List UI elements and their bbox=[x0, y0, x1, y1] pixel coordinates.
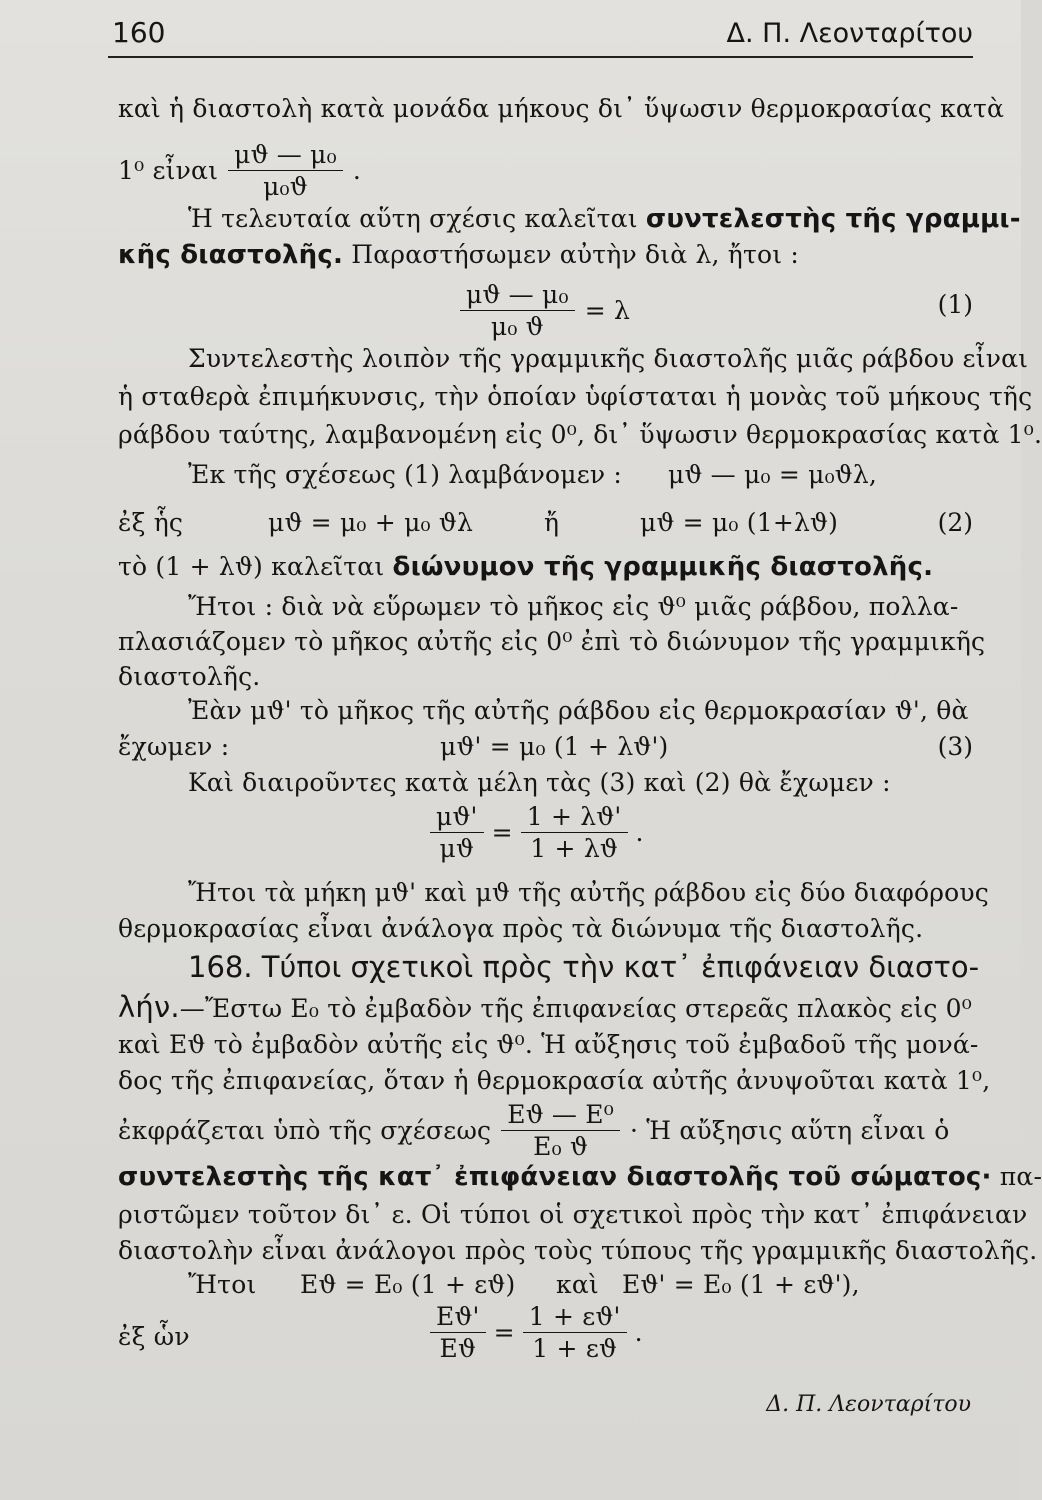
equation-1 bbox=[460, 280, 630, 341]
text-line bbox=[118, 990, 972, 1024]
bold-term: συντελεστὴς τῆς κατ᾽ ἐπιφάνειαν διαστολῆς τοῦ σώματος· bbox=[118, 1162, 992, 1192]
fraction-denominator: E₀ ϑ bbox=[533, 1132, 589, 1161]
text: ἐξ ὧν bbox=[118, 1322, 190, 1351]
text: τὸ (1 + λϑ) καλεῖται bbox=[118, 552, 385, 581]
text-line: καὶ ἡ διαστολὴ κατὰ μονάδα μήκους δι᾽ ὕψωσιν θερμοκρασίας κατὰ bbox=[118, 94, 1005, 123]
equation-number: (2) bbox=[937, 508, 973, 537]
text-line: ἡ σταθερὰ ἐπιμήκυνσις, τὴν ὁποίαν ὑφίσταται ἡ μονὰς τοῦ μήκους τῆς bbox=[118, 382, 1033, 411]
fraction-numerator: 1 + εϑ' bbox=[523, 1302, 627, 1333]
text-line: Ἐκ τῆς σχέσεως (1) λαμβάνομεν : bbox=[188, 460, 623, 489]
equation-rhs: = λ bbox=[584, 296, 631, 325]
text: ἐκφράζεται ὑπὸ τῆς σχέσεως bbox=[118, 1116, 492, 1145]
text-line: Συντελεστὴς λοιπὸν τῆς γραμμικῆς διαστολῆς μιᾶς ράβδου εἶναι bbox=[188, 344, 1029, 373]
punctuation: . bbox=[635, 818, 644, 847]
text-line: διαστολὴν εἶναι ἀνάλογοι πρὸς τοὺς τύπους τῆς γραμμικῆς διαστολῆς. bbox=[118, 1236, 1038, 1265]
fraction bbox=[521, 802, 628, 863]
text: 1⁰ εἶναι bbox=[118, 156, 219, 185]
bold-term: διώνυμον τῆς γραμμικῆς διαστολῆς. bbox=[392, 552, 934, 582]
text: Ἡ τελευταία αὕτη σχέσις καλεῖται bbox=[188, 204, 638, 233]
fraction-numerator: Eϑ — E⁰ bbox=[501, 1100, 620, 1131]
text-line: Καὶ διαιροῦντες κατὰ μέλη τὰς (3) καὶ (2) θὰ ἔχωμεν : bbox=[188, 768, 891, 797]
text-line: διαστολῆς. bbox=[118, 662, 261, 691]
fraction-denominator: Eϑ bbox=[439, 1334, 477, 1363]
text-line bbox=[188, 204, 1021, 234]
text: ἔχωμεν : bbox=[118, 732, 230, 761]
text: Ἤτοι bbox=[188, 1270, 257, 1299]
text-line: δος τῆς ἐπιφανείας, ὅταν ἡ θερμοκρασία αὐτῆς ἀνυψοῦται κατὰ 1⁰, bbox=[118, 1066, 991, 1095]
text-line bbox=[118, 1162, 1042, 1192]
author-signature: Δ. Π. Λεονταρίτου bbox=[766, 1392, 971, 1417]
fraction-numerator: μϑ — μ₀ bbox=[228, 140, 343, 171]
equation-inline: μϑ = μ₀ + μ₀ ϑλ bbox=[268, 508, 474, 537]
text: ἐξ ἧς bbox=[118, 508, 184, 537]
formula-line bbox=[118, 140, 361, 201]
fraction-numerator: μϑ — μ₀ bbox=[460, 280, 575, 311]
running-head: Δ. Π. Λεονταρίτου bbox=[726, 18, 973, 49]
section-heading: 168. Τύποι σχετικοὶ πρὸς τὴν κατ᾽ ἐπιφάνειαν διαστο- bbox=[188, 950, 980, 984]
equation-inline: μϑ — μ₀ = μ₀ϑλ, bbox=[668, 460, 878, 489]
fraction-numerator: μϑ' bbox=[430, 802, 484, 833]
text: Παραστήσωμεν αὐτὴν διὰ λ, ἤτοι : bbox=[351, 240, 800, 269]
fraction bbox=[430, 1302, 486, 1363]
text-line: ράβδου ταύτης, λαμβανομένη εἰς 0⁰, δι᾽ ὕψωσιν θερμοκρασίας κατὰ 1⁰. bbox=[118, 420, 1042, 449]
text-line: θερμοκρασίας εἶναι ἀνάλογα πρὸς τὰ διώνυμα τῆς διαστολῆς. bbox=[118, 914, 924, 943]
equation-inline: μϑ' = μ₀ (1 + λϑ') bbox=[440, 732, 669, 761]
fraction bbox=[501, 1100, 620, 1161]
text-line bbox=[118, 552, 933, 582]
equals: = bbox=[491, 818, 513, 847]
text-line: ριστῶμεν τοῦτον δι᾽ ε. Οἱ τύποι οἱ σχετικοὶ πρὸς τὴν κατ᾽ ἐπιφάνειαν bbox=[118, 1200, 1028, 1229]
fraction bbox=[430, 802, 484, 863]
fraction-denominator: 1 + λϑ bbox=[530, 834, 618, 863]
bold-term: κῆς διαστολῆς. bbox=[118, 240, 344, 270]
text-line bbox=[118, 240, 799, 270]
text: πα- bbox=[999, 1162, 1042, 1191]
fraction-denominator: μϑ bbox=[439, 834, 475, 863]
equation-number: (1) bbox=[937, 290, 973, 319]
page-number: 160 bbox=[112, 16, 166, 49]
text-line: Ἐὰν μϑ' τὸ μῆκος τῆς αὐτῆς ράβδου εἰς θερμοκρασίαν ϑ', θὰ bbox=[188, 696, 969, 725]
fraction-denominator: μ₀ ϑ bbox=[490, 312, 544, 341]
fraction bbox=[228, 140, 343, 201]
text: · Ἡ αὔξησις αὕτη εἶναι ὁ bbox=[629, 1116, 950, 1145]
fraction-numerator: 1 + λϑ' bbox=[521, 802, 628, 833]
section-heading-end: λήν. bbox=[118, 990, 180, 1024]
text: καὶ bbox=[556, 1270, 599, 1299]
text: ἤ bbox=[544, 508, 560, 537]
equation-number: (3) bbox=[937, 732, 973, 761]
formula-line bbox=[118, 1100, 950, 1161]
punctuation: . bbox=[634, 1318, 643, 1347]
equation-inline: μϑ = μ₀ (1+λϑ) bbox=[640, 508, 839, 537]
fraction-denominator: μ₀ϑ bbox=[263, 172, 308, 201]
text-line: καὶ Eϑ τὸ ἐμβαδὸν αὐτῆς εἰς ϑ⁰. Ἡ αὔξησις τοῦ ἐμβαδοῦ τῆς μονά- bbox=[118, 1030, 979, 1059]
fraction-denominator: 1 + εϑ bbox=[532, 1334, 618, 1363]
bold-term: συντελεστὴς τῆς γραμμι- bbox=[645, 204, 1021, 234]
equation-4 bbox=[430, 802, 644, 863]
equation-inline: Eϑ' = E₀ (1 + εϑ'), bbox=[622, 1270, 860, 1299]
fraction bbox=[523, 1302, 627, 1363]
text-line: Ἤτοι τὰ μήκη μϑ' καὶ μϑ τῆς αὐτῆς ράβδου εἰς δύο διαφόρους bbox=[188, 878, 989, 907]
equation-inline: Eϑ = E₀ (1 + εϑ) bbox=[300, 1270, 516, 1299]
fraction bbox=[460, 280, 575, 341]
text: —Ἔστω E₀ τὸ ἐμβαδὸν τῆς ἐπιφανείας στερεᾶς πλακὸς εἰς 0⁰ bbox=[179, 994, 973, 1023]
text-line: πλασιάζομεν τὸ μῆκος αὐτῆς εἰς 0⁰ ἐπὶ τὸ διώνυμον τῆς γραμμικῆς bbox=[118, 627, 986, 656]
text-line: Ἤτοι : διὰ νὰ εὕρωμεν τὸ μῆκος εἰς ϑ⁰ μιᾶς ράβδου, πολλα- bbox=[188, 592, 959, 621]
equation-6 bbox=[430, 1302, 643, 1363]
fraction-numerator: Eϑ' bbox=[430, 1302, 486, 1333]
header-rule bbox=[108, 56, 973, 58]
equals: = bbox=[493, 1318, 515, 1347]
punctuation: . bbox=[352, 156, 361, 185]
